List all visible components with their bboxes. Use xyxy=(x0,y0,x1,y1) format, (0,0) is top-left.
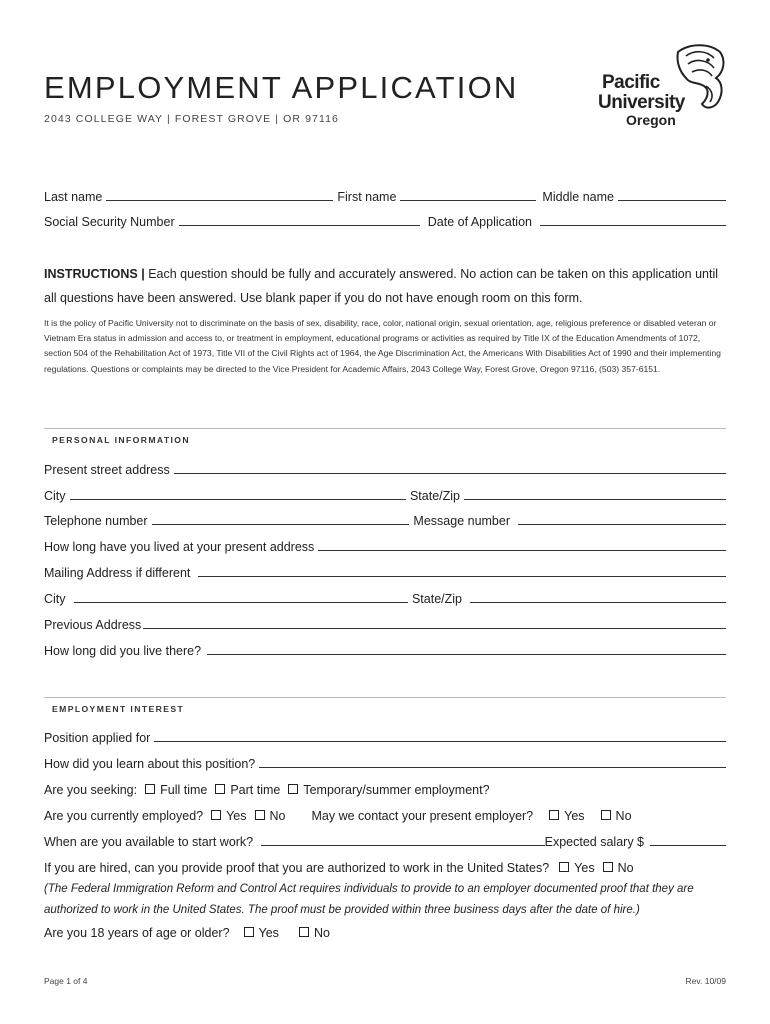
available-field[interactable] xyxy=(261,835,545,846)
employed-no-checkbox[interactable] xyxy=(255,810,265,820)
how-long-field[interactable] xyxy=(318,540,726,551)
position-field[interactable] xyxy=(154,731,726,742)
name-row xyxy=(44,190,726,204)
state-zip2-field[interactable] xyxy=(470,592,726,603)
age-yes-label: Yes xyxy=(258,926,279,940)
previous-label: Previous Address xyxy=(44,618,142,632)
proof-yes-checkbox[interactable] xyxy=(559,862,569,872)
nondiscrimination-policy: It is the policy of Pacific University not to discriminate on the basis of sex, disability, race, color, national origin, sexual orientation, age, religious preference or disabled veteran or Vietnam Era status in admission and access to, or treatment in employment, educational programs or activities as required by Title IX of the Education Amendments of 1072, section 504 of the Rehabilitation Act of 1973, Title VII of the Civil Rights act of 1964, the Age Discrimination Act, the Americans With Disabilities Act of 1990 and their implementing regulations. Questions or complaints may be directed to the Vice President for Academic Affairs, 2043 College Way, Forest Grove, Oregon 97116, (503) 357-6151. xyxy=(44,318,721,374)
position-label: Position applied for xyxy=(44,731,151,745)
date-label: Date of Application xyxy=(427,215,532,229)
city-field[interactable] xyxy=(70,489,406,500)
proof-no-checkbox[interactable] xyxy=(603,862,613,872)
contact-label: May we contact your present employer? xyxy=(311,809,534,823)
page-number: Page 1 of 4 xyxy=(44,976,88,986)
employed-row xyxy=(44,809,726,823)
contact-no-label: No xyxy=(615,809,632,823)
proof-no-label: No xyxy=(617,861,634,875)
state-zip2-label: State/Zip xyxy=(411,592,462,606)
state-zip-label: State/Zip xyxy=(409,489,460,503)
part-time-label: Part time xyxy=(230,783,281,797)
immigration-note: (The Federal Immigration Reform and Control Act requires individuals to provide to an employer documented proof that they are authorized to work in the United States. The proof must be provided within three business days after the date of hire.) xyxy=(44,883,694,916)
mailing-label: Mailing Address if different xyxy=(44,566,191,580)
last-name-label: Last name xyxy=(44,190,103,204)
available-label: When are you available to start work? xyxy=(44,835,254,849)
instructions-label: INSTRUCTIONS | xyxy=(44,267,145,281)
ssn-field[interactable] xyxy=(179,215,420,226)
employed-yes-label: Yes xyxy=(226,809,247,823)
mailing-row xyxy=(44,566,726,580)
previous-row xyxy=(44,618,726,632)
personal-section-header xyxy=(44,428,726,445)
age-no-checkbox[interactable] xyxy=(299,927,309,937)
employed-label: Are you currently employed? xyxy=(44,809,204,823)
university-logo xyxy=(596,42,726,132)
employed-no-label: No xyxy=(269,809,286,823)
mailing-field[interactable] xyxy=(198,566,726,577)
personal-section-title: PERSONAL INFORMATION xyxy=(52,435,190,445)
telephone-label: Telephone number xyxy=(44,514,148,528)
revision-date: Rev. 10/09 xyxy=(685,976,726,986)
how-long-prev-field[interactable] xyxy=(207,644,726,655)
age-row xyxy=(44,926,726,940)
learn-row xyxy=(44,757,726,771)
contact-no-checkbox[interactable] xyxy=(601,810,611,820)
city-label: City xyxy=(44,489,66,503)
instructions-text: Each question should be fully and accurately answered. No action can be taken on this application until all questions have been answered. Use blank paper if you do not have enough room on this form. xyxy=(44,267,719,305)
logo-line-pacific: Pacific xyxy=(602,72,660,93)
page-title: EMPLOYMENT APPLICATION xyxy=(44,70,519,105)
learn-label: How did you learn about this position? xyxy=(44,757,256,771)
age-yes-checkbox[interactable] xyxy=(244,927,254,937)
proof-label: If you are hired, can you provide proof that you are authorized to work in the United States? xyxy=(44,861,550,875)
city2-label: City xyxy=(44,592,66,606)
ssn-label: Social Security Number xyxy=(44,215,175,229)
age-label: Are you 18 years of age or older? xyxy=(44,926,230,940)
how-long-prev-label: How long did you live there? xyxy=(44,644,202,658)
employed-yes-checkbox[interactable] xyxy=(211,810,221,820)
logo-line-oregon: Oregon xyxy=(626,112,676,128)
position-row xyxy=(44,731,726,745)
full-time-checkbox[interactable] xyxy=(145,784,155,794)
seeking-row xyxy=(44,783,726,797)
phone-row xyxy=(44,514,726,528)
part-time-checkbox[interactable] xyxy=(215,784,225,794)
salary-label: Expected salary $ xyxy=(544,835,644,849)
contact-yes-label: Yes xyxy=(564,809,585,823)
first-name-field[interactable] xyxy=(400,190,536,201)
ssn-row xyxy=(44,215,726,229)
middle-name-field[interactable] xyxy=(618,190,726,201)
salary-field[interactable] xyxy=(650,835,726,846)
middle-name-label: Middle name xyxy=(542,190,614,204)
age-no-label: No xyxy=(313,926,330,940)
header-address: 2043 COLLEGE WAY | FOREST GROVE | OR 97116 xyxy=(44,113,340,125)
employment-section-header xyxy=(44,697,726,714)
proof-yes-label: Yes xyxy=(574,861,595,875)
full-time-label: Full time xyxy=(160,783,208,797)
city-row xyxy=(44,489,726,503)
available-row xyxy=(44,835,726,849)
temporary-label: Temporary/summer employment? xyxy=(303,783,490,797)
how-long-label: How long have you lived at your present address xyxy=(44,540,315,554)
street-row xyxy=(44,463,726,477)
learn-field[interactable] xyxy=(259,757,726,768)
how-long-prev-row xyxy=(44,644,726,658)
temporary-checkbox[interactable] xyxy=(288,784,298,794)
telephone-field[interactable] xyxy=(152,514,410,525)
how-long-row xyxy=(44,540,726,554)
seeking-label: Are you seeking: xyxy=(44,783,138,797)
city2-row xyxy=(44,592,726,606)
first-name-label: First name xyxy=(337,190,397,204)
street-field[interactable] xyxy=(174,463,726,474)
previous-field[interactable] xyxy=(143,618,726,629)
message-label: Message number xyxy=(413,514,510,528)
date-field[interactable] xyxy=(540,215,726,226)
state-zip-field[interactable] xyxy=(464,489,726,500)
last-name-field[interactable] xyxy=(106,190,333,201)
instructions xyxy=(44,262,726,310)
contact-yes-checkbox[interactable] xyxy=(549,810,559,820)
street-label: Present street address xyxy=(44,463,170,477)
logo-line-university: University xyxy=(598,92,685,113)
city2-field[interactable] xyxy=(74,592,408,603)
employment-section-title: EMPLOYMENT INTEREST xyxy=(52,704,185,714)
proof-row xyxy=(44,861,726,875)
message-field[interactable] xyxy=(518,514,726,525)
